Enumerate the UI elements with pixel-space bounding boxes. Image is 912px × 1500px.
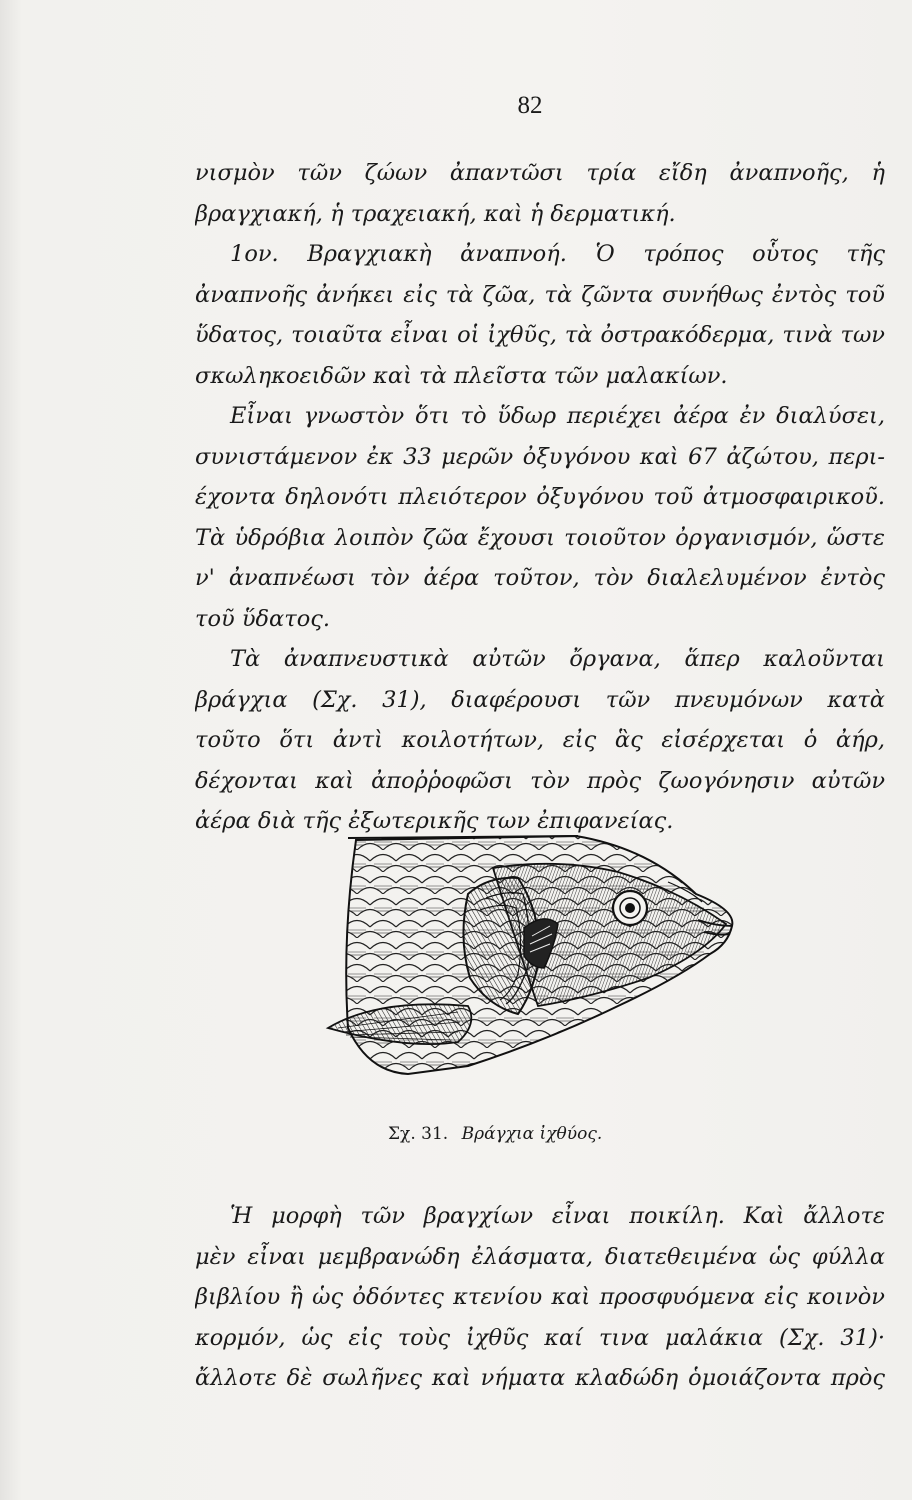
text-line: τοῦ ὕδατος. [195,605,330,632]
text-line: ὕδατος, τοιαῦτα εἶναι οἱ ἰχθῦς, τὰ ὀστρακόδερμα, τινὰ των [195,322,885,348]
page-number: 82 [517,92,543,119]
text-line: Ἡ μορφὴ τῶν βραγχίων εἶναι ποικίλη. Καὶ ἄλλοτε [230,1203,885,1229]
text-line: ν' ἀναπνέωσι τὸν ἀέρα τοῦτον, τὸν διαλελυμένον ἐντὸς [195,565,885,591]
text-block-bottom [195,1196,885,1399]
text-line: Εἶναι γνωστὸν ὅτι τὸ ὕδωρ περιέχει ἀέρα ἐν διαλύσει, [230,403,885,429]
section-heading-line: 1ον. Βραγχιακὴ ἀναπνοή. Ὁ τρόπος οὗτος τῆς [230,241,885,267]
text-line: σκωληκοειδῶν καὶ τὰ πλεῖστα τῶν μαλακίων. [195,362,728,389]
text-line: συνιστάμενον ἐκ 33 μερῶν ὀξυγόνου καὶ 67 ἀζώτου, περι- [195,443,885,470]
text-line: τοῦτο ὅτι ἀντὶ κοιλοτήτων, εἰς ἃς εἰσέρχεται ὁ ἀήρ, [195,727,885,753]
text-line: μὲν εἶναι μεμβρανώδη ἐλάσματα, διατεθειμένα ὡς φύλλα [195,1243,885,1270]
text-line: βιβλίου ἢ ὡς ὀδόντες κτενίου καὶ προσφυόμενα εἰς κοινὸν [195,1284,885,1310]
figure-caption-number: Σχ. 31. [388,1124,449,1144]
fish-gill-illustration [318,828,750,1110]
text-line: Τὰ ὑδρόβια λοιπὸν ζῶα ἔχουσι τοιοῦτον ὀργανισμόν, ὥστε [195,524,885,551]
text-line: ἀέρα διὰ τῆς ἐξωτερικῆς των ἐπιφανείας. [195,808,674,834]
text-line: Τὰ ἀναπνευστικὰ αὐτῶν ὄργανα, ἅπερ καλοῦνται [230,646,885,672]
figure-caption-title: Βράγχια ἰχθύος. [461,1124,603,1144]
text-block-top [195,153,885,842]
text-line: βράγχια (Σχ. 31), διαφέρουσι τῶν πνευμόνων κατὰ [195,686,885,713]
text-line: δέχονται καὶ ἀποῤῥοφῶσι τὸν πρὸς ζωογόνησιν αὐτῶν [195,767,885,794]
text-line: ἄλλοτε δὲ σωλῆνες καὶ νήματα κλαδώδη ὁμοιάζοντα πρὸς [195,1365,885,1391]
figure-caption [388,1124,688,1144]
text-line: νισμὸν τῶν ζώων ἀπαντῶσι τρία εἴδη ἀναπνοῆς, ἡ [195,160,885,186]
text-line: έχοντα δηλονότι πλειότερον ὀξυγόνου τοῦ ἀτμοσφαιρικοῦ. [195,484,885,510]
text-line: κορμόν, ὡς εἰς τοὺς ἰχθῦς καί τινα μαλάκια (Σχ. 31)· [195,1324,885,1351]
text-line: βραγχιακή, ἡ τραχειακή, καὶ ἡ δερματική. [195,200,676,227]
text-line: ἀναπνοῆς ἀνήκει εἰς τὰ ζῶα, τὰ ζῶντα συνήθως ἐντὸς τοῦ [195,281,885,308]
